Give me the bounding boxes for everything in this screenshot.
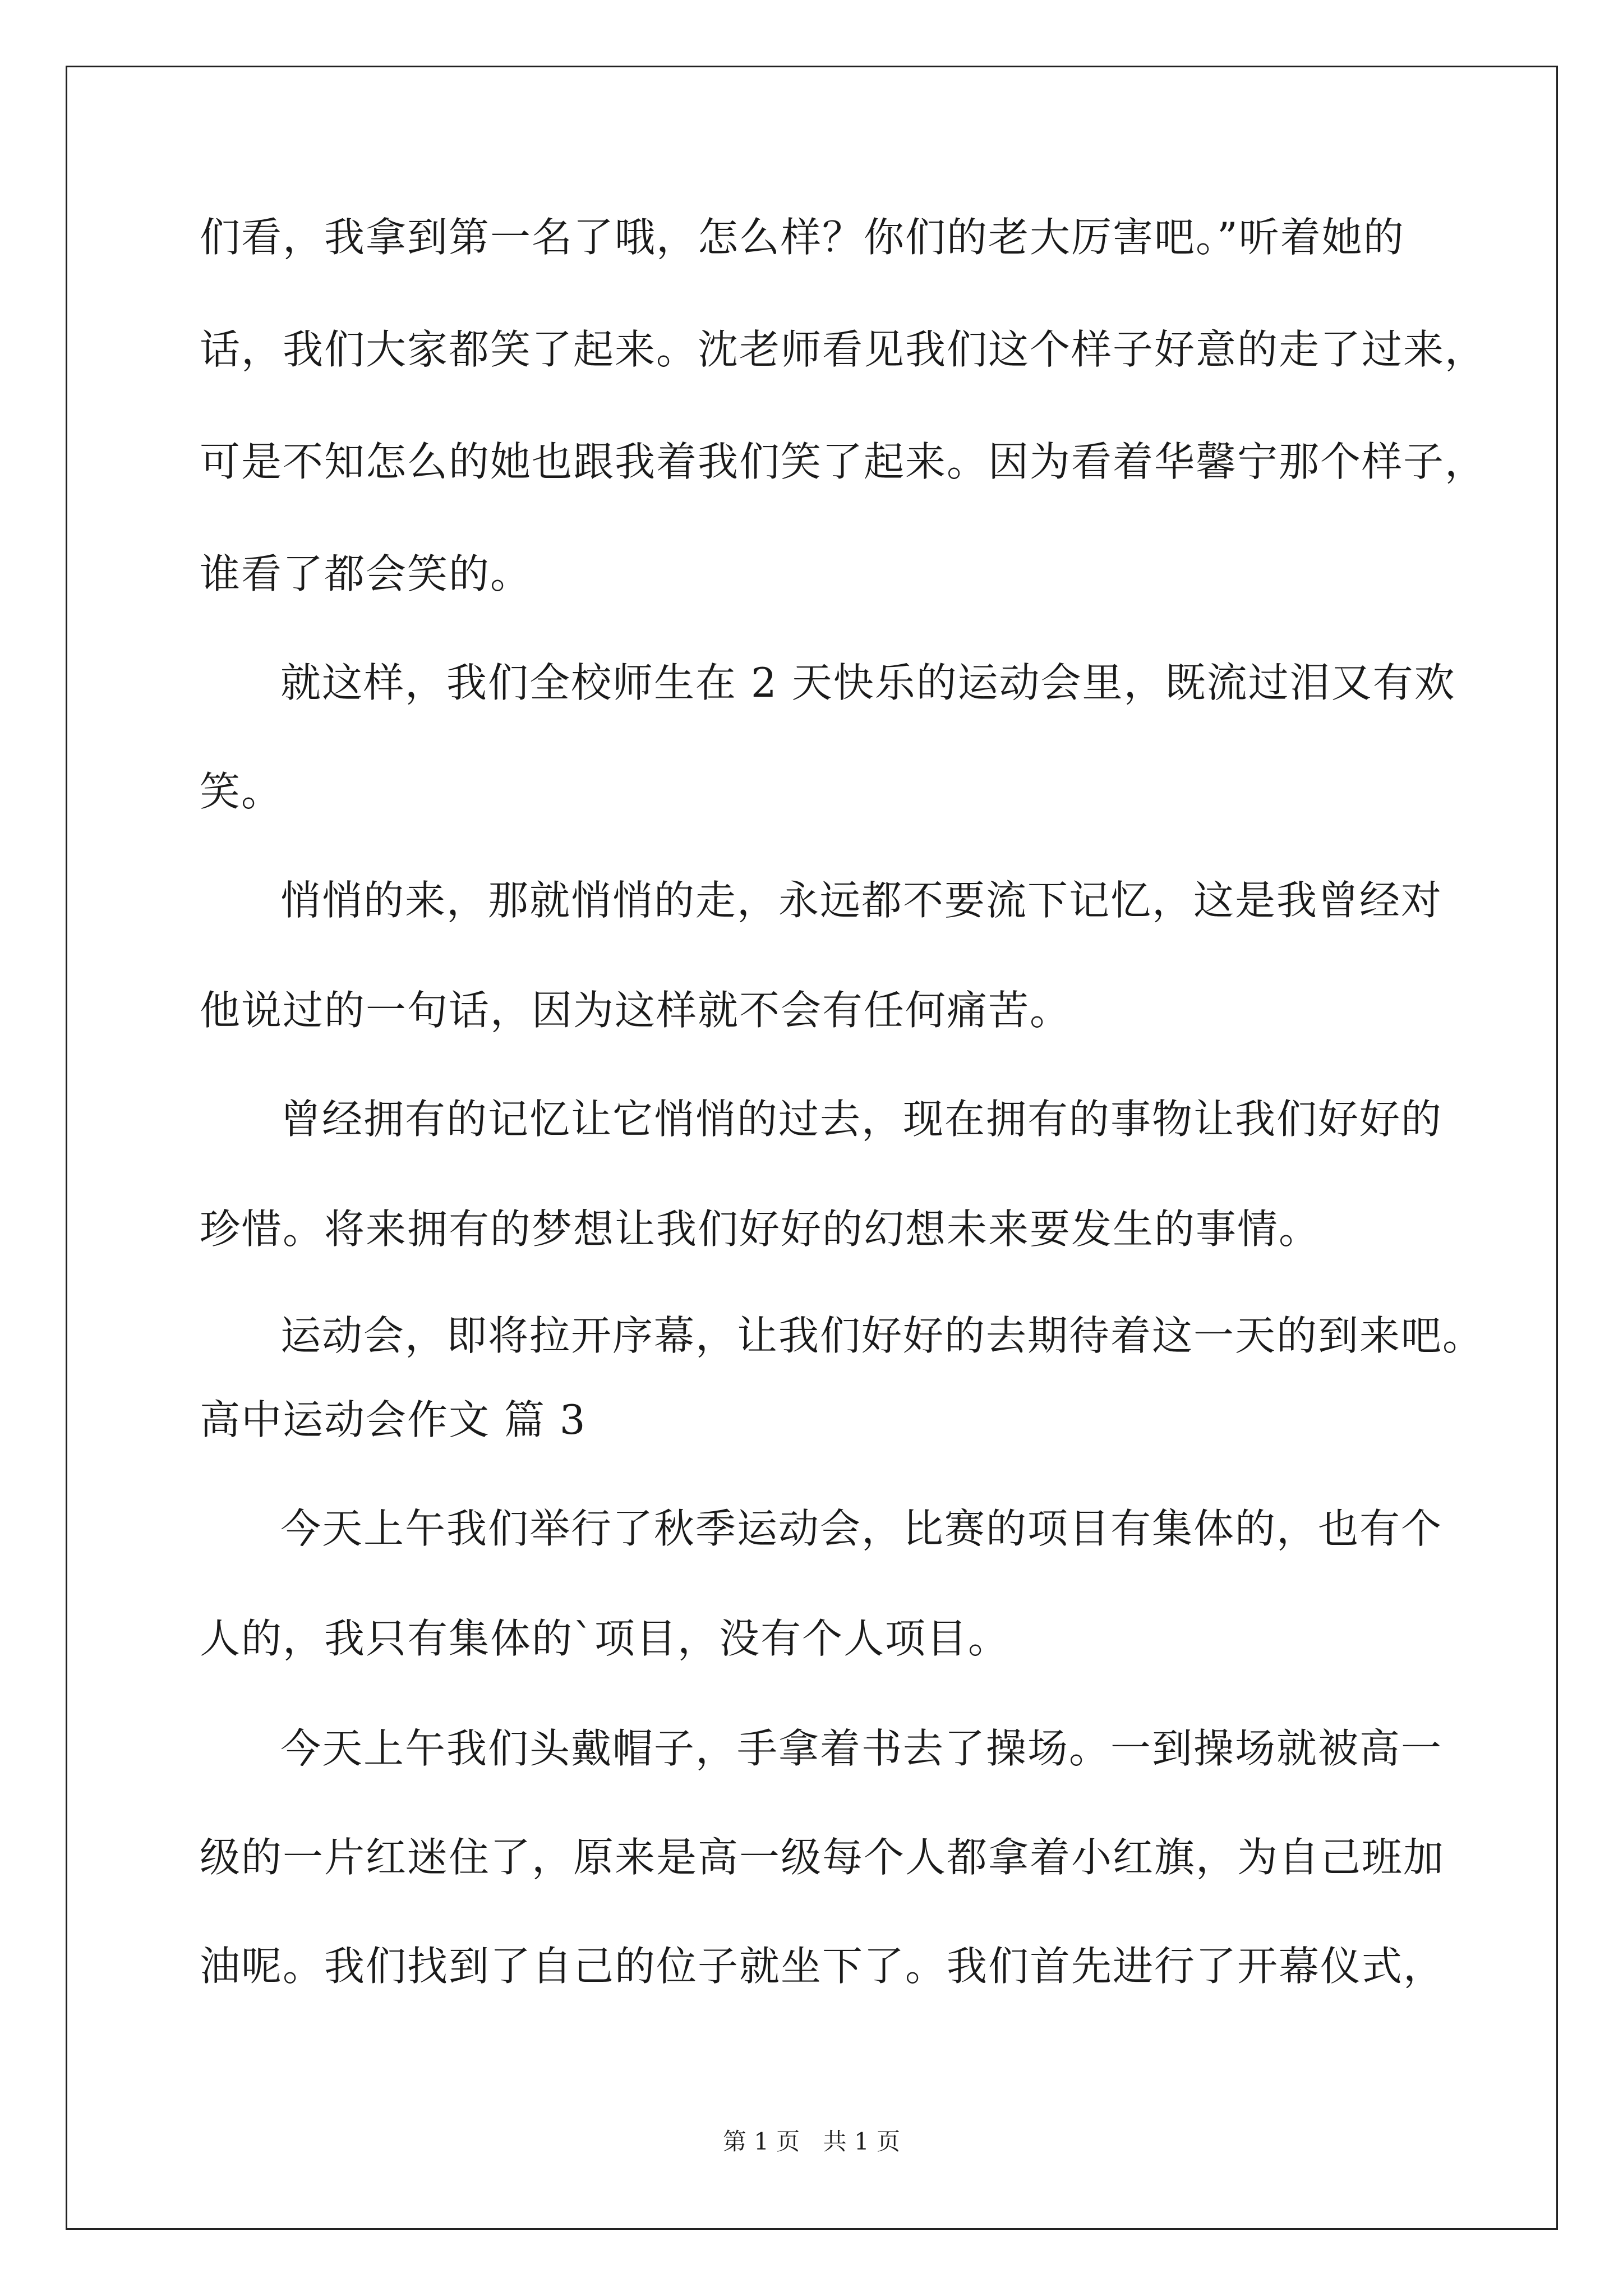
paragraph-line: 话，我们大家都笑了起来。沈老师看见我们这个样子好意的走了过来， [200, 326, 1487, 373]
paragraph-line: 曾经拥有的记忆让它悄悄的过去，现在拥有的事物让我们好好的 [280, 1096, 1443, 1143]
paragraph-line: 今天上午我们举行了秋季运动会，比赛的项目有集体的，也有个 [280, 1505, 1443, 1552]
paragraph-line: 们看，我拿到第一名了哦，怎么样？你们的老大厉害吧。”听着她的 [200, 214, 1405, 261]
paragraph-line: 他说过的一句话，因为这样就不会有任何痛苦。 [200, 987, 1072, 1034]
page-border [66, 66, 1558, 2230]
page-footer [0, 2126, 1623, 2157]
paragraph-line: 就这样，我们全校师生在 2 天快乐的运动会里，既流过泪又有欢 [280, 659, 1456, 706]
paragraph-line: 运动会，即将拉开序幕，让我们好好的去期待着这一天的到来吧。 [280, 1312, 1484, 1359]
paragraph-line: 人的，我只有集体的`项目，没有个人项目。 [200, 1615, 1010, 1662]
paragraph-line: 级的一片红迷住了，原来是高一级每个人都拿着小红旗，为自己班加 [200, 1834, 1445, 1881]
paragraph-line: 悄悄的来，那就悄悄的走，永远都不要流下记忆，这是我曾经对 [280, 877, 1443, 924]
page-number: 第 1 页 [722, 2128, 800, 2155]
paragraph-line: 可是不知怎么的她也跟我着我们笑了起来。因为看着华馨宁那个样子， [200, 438, 1487, 485]
page-total: 共 1 页 [823, 2128, 901, 2155]
section-heading: 高中运动会作文 篇 3 [200, 1396, 587, 1443]
paragraph-line: 今天上午我们头戴帽子，手拿着书去了操场。一到操场就被高一 [280, 1725, 1443, 1772]
paragraph-line: 珍惜。将来拥有的梦想让我们好好的幻想未来要发生的事情。 [200, 1205, 1321, 1253]
paragraph-line: 谁看了都会笑的。 [200, 550, 532, 597]
paragraph-line: 油呢。我们找到了自己的位子就坐下了。我们首先进行了开幕仪式， [200, 1943, 1445, 1990]
paragraph-line: 笑。 [200, 768, 283, 815]
